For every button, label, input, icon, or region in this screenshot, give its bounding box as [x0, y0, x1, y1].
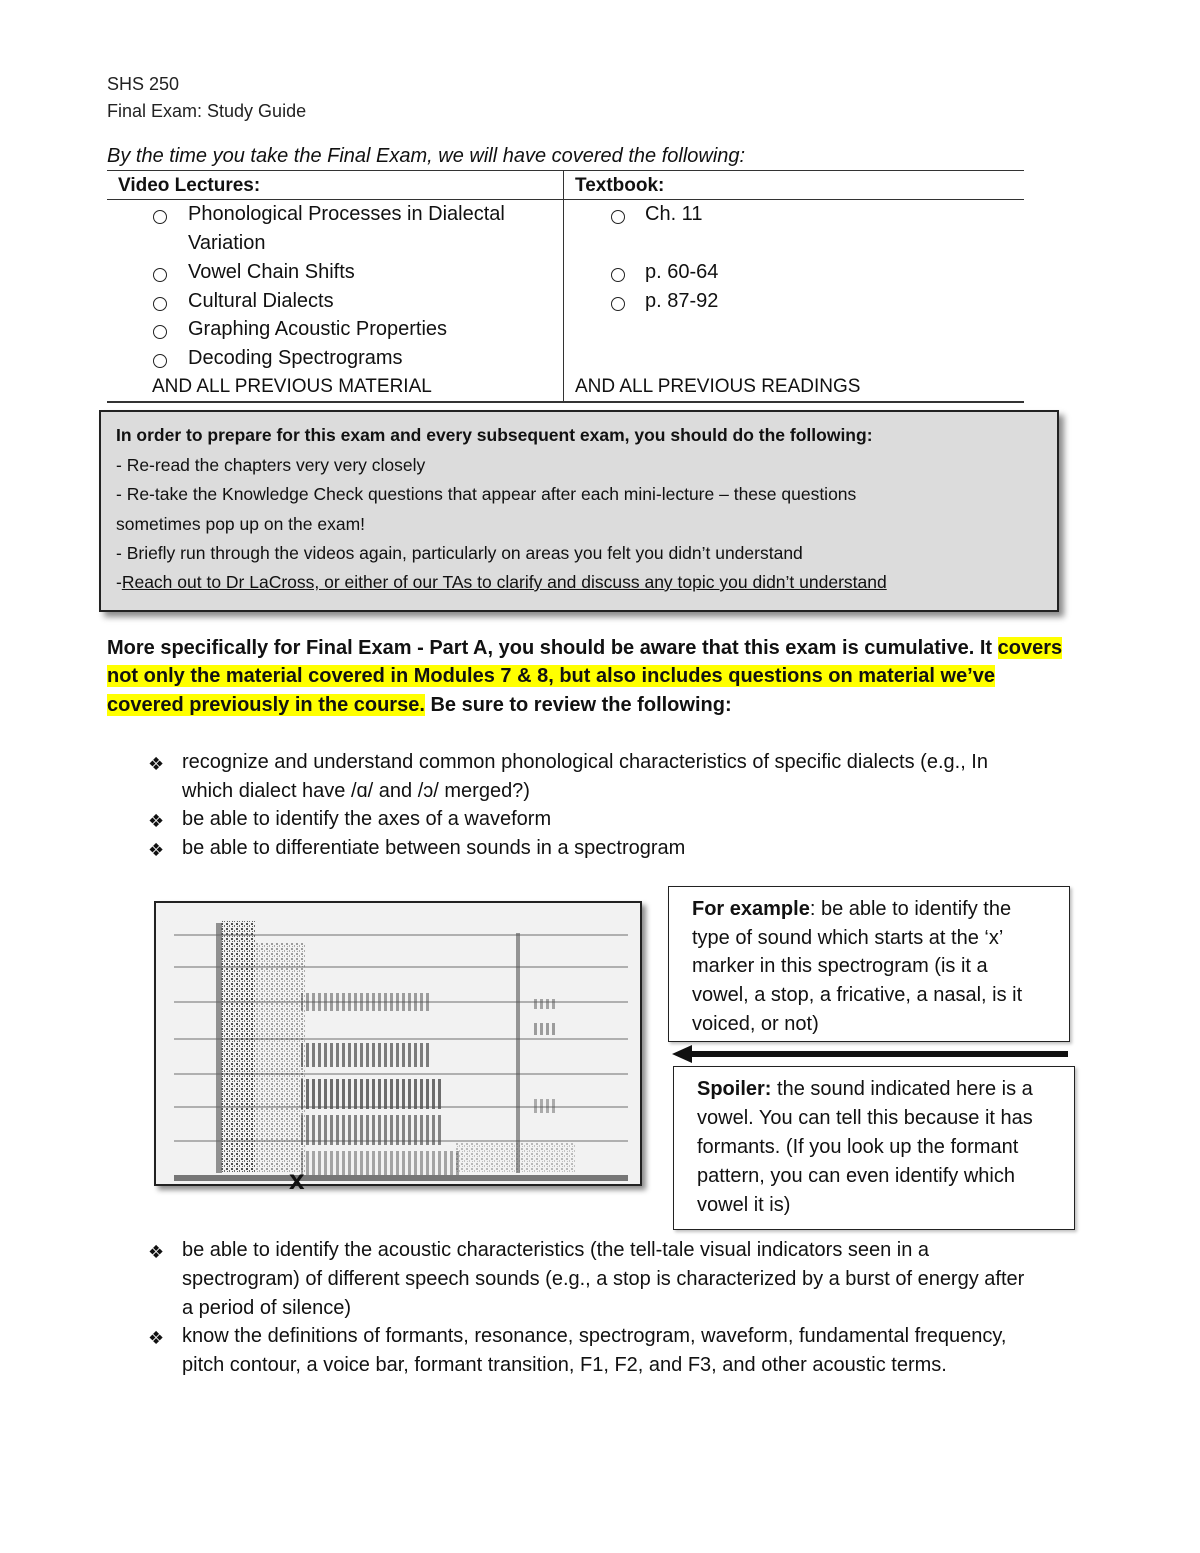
review-item: recognize and understand common phonological characteristics of specific dialects (e.g., In	[182, 751, 988, 773]
example-line: vowel, a stop, a fricative, a nasal, is it	[692, 984, 1023, 1006]
lecture-item: Graphing Acoustic Properties	[188, 318, 448, 340]
review-item-continued: a period of silence)	[182, 1297, 351, 1319]
circle-bullet-icon	[153, 354, 167, 368]
reading-item: Ch. 11	[645, 203, 703, 225]
course-code: SHS 250	[107, 74, 180, 94]
review-item: be able to differentiate between sounds in a spectrogram	[182, 837, 686, 859]
diamond-bullet-icon: ❖	[148, 1328, 165, 1348]
prep-item	[116, 572, 887, 593]
lecture-item-continued: Variation	[188, 232, 266, 254]
part-a-line-3	[107, 694, 732, 717]
reading-item: p. 87-92	[645, 290, 719, 312]
table-column-divider	[563, 170, 564, 402]
readings-footer: AND ALL PREVIOUS READINGS	[575, 376, 861, 397]
lecture-item: Cultural Dialects	[188, 290, 334, 312]
example-line: voiced, or not)	[692, 1013, 819, 1035]
spoiler-line: pattern, you can even identify which	[697, 1165, 1015, 1187]
spoiler-line: formants. (If you look up the formant	[697, 1136, 1019, 1158]
spoiler-callout	[673, 1066, 1075, 1230]
circle-bullet-icon	[611, 210, 625, 224]
spoiler-line: vowel it is)	[697, 1194, 791, 1216]
document-title: Final Exam: Study Guide	[107, 101, 307, 121]
diamond-bullet-icon: ❖	[148, 840, 165, 860]
spoiler-line	[697, 1078, 1033, 1101]
example-line: marker in this spectrogram (is it a	[692, 955, 988, 977]
spoiler-text: the sound indicated here is a	[771, 1078, 1033, 1100]
part-a-highlight: covers	[997, 637, 1063, 659]
part-a-text: Be sure to review the following:	[424, 694, 732, 716]
spoiler-label: Spoiler:	[697, 1078, 772, 1100]
prep-heading: In order to prepare for this exam and every subsequent exam, you should do the following:	[116, 425, 873, 445]
part-a-highlight: covered previously in the course.	[107, 694, 425, 716]
part-a-text: More specifically for Final Exam - Part A, you should be aware that this exam is cumulative. It	[107, 637, 998, 659]
lecture-item: Decoding Spectrograms	[188, 347, 403, 369]
lectures-header: Video Lectures:	[118, 175, 261, 196]
circle-bullet-icon	[153, 297, 167, 311]
prep-item: - Re-take the Knowledge Check questions that appear after each mini-lecture – these questions	[116, 484, 857, 504]
review-item-continued: spectrogram) of different speech sounds (e.g., a stop is characterized by a burst of energy after	[182, 1268, 1025, 1290]
review-item: know the definitions of formants, resonance, spectrogram, waveform, fundamental frequency,	[182, 1325, 1007, 1347]
diamond-bullet-icon: ❖	[148, 811, 165, 831]
part-a-line-2	[107, 665, 995, 688]
circle-bullet-icon	[153, 268, 167, 282]
prep-item: sometimes pop up on the exam!	[116, 514, 366, 534]
circle-bullet-icon	[611, 297, 625, 311]
circle-bullet-icon	[153, 210, 167, 224]
prep-item: - Re-read the chapters very very closely	[116, 455, 426, 475]
diamond-bullet-icon: ❖	[148, 1242, 165, 1262]
spectrogram-x-marker: x	[289, 1164, 305, 1195]
reading-item: p. 60-64	[645, 261, 719, 283]
review-item-continued: pitch contour, a voice bar, formant transition, F1, F2, and F3, and other acoustic terms.	[182, 1354, 947, 1376]
spoiler-line: vowel. You can tell this because it has	[697, 1107, 1033, 1129]
example-label: For example	[692, 898, 810, 920]
spectrogram-image	[154, 901, 642, 1186]
example-callout	[668, 886, 1070, 1042]
circle-bullet-icon	[153, 325, 167, 339]
left-arrow-icon	[670, 1043, 1070, 1065]
table-header-rule	[107, 199, 1024, 200]
example-text: : be able to identify the	[809, 898, 1012, 920]
intro-text: By the time you take the Final Exam, we will have covered the following:	[107, 145, 746, 167]
table-top-rule	[107, 170, 1024, 171]
contact-instructor-text: Reach out to Dr LaCross, or either of our TAs to clarify and discuss any topic you didn’t understand	[121, 572, 887, 592]
lecture-item: Vowel Chain Shifts	[188, 261, 355, 283]
review-item: be able to identify the axes of a waveform	[182, 808, 552, 830]
example-line: type of sound which starts at the ‘x’	[692, 927, 1004, 949]
textbook-header: Textbook:	[575, 175, 665, 196]
prep-dash: -	[116, 572, 122, 592]
part-a-highlight: not only the material covered in Modules 7 & 8, but also includes questions on material we’ve	[107, 665, 995, 687]
spectrogram-graphic	[156, 903, 642, 1186]
circle-bullet-icon	[611, 268, 625, 282]
diamond-bullet-icon: ❖	[148, 754, 165, 774]
lectures-footer: AND ALL PREVIOUS MATERIAL	[152, 376, 432, 397]
part-a-line-1	[107, 637, 1062, 660]
prep-item: - Briefly run through the videos again, particularly on areas you felt you didn’t understand	[116, 543, 803, 563]
review-item-continued: which dialect have /ɑ/ and /ɔ/ merged?)	[182, 780, 530, 802]
exam-prep-box	[99, 410, 1059, 612]
lecture-item: Phonological Processes in Dialectal	[188, 203, 505, 225]
review-item: be able to identify the acoustic characteristics (the tell-tale visual indicators seen in a	[182, 1239, 930, 1261]
table-bottom-rule	[107, 401, 1024, 403]
example-line	[692, 898, 1011, 921]
